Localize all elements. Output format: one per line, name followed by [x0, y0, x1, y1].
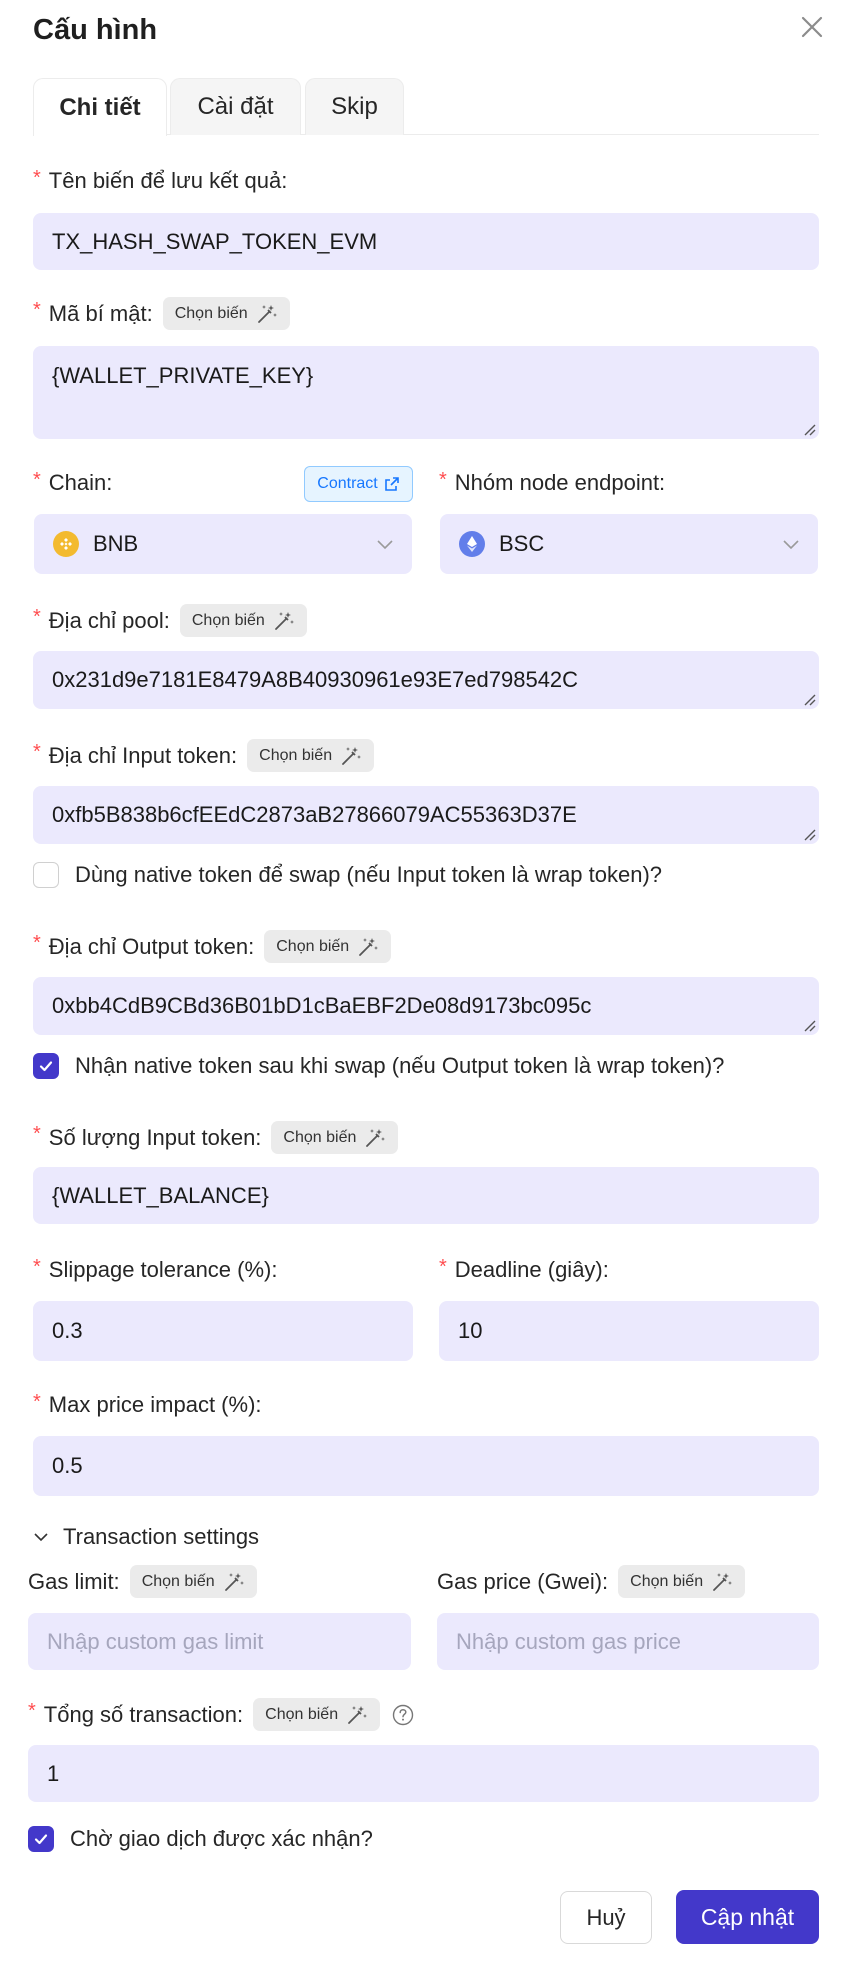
total-tx-input[interactable]: 1 — [28, 1745, 819, 1802]
slippage-input[interactable]: 0.3 — [33, 1301, 413, 1361]
contract-link-button[interactable]: Contract — [304, 466, 413, 502]
tab-bar — [33, 78, 819, 135]
gas-limit-input[interactable]: Nhập custom gas limit — [28, 1613, 411, 1670]
update-button[interactable]: Cập nhật — [676, 1890, 819, 1944]
resize-handle-icon[interactable] — [800, 1016, 816, 1032]
chevron-down-icon — [33, 1529, 49, 1545]
gas-price-input[interactable]: Nhập custom gas price — [437, 1613, 819, 1670]
chain-select[interactable]: BNB — [34, 514, 412, 574]
tab-skip[interactable]: Skip — [305, 78, 404, 135]
chevron-down-icon — [782, 535, 800, 553]
choose-var-button[interactable]: Chọn biến — [247, 739, 374, 772]
input-amount-label: * Số lượng Input token: Chọn biến — [33, 1121, 398, 1154]
cancel-button[interactable]: Huỷ — [560, 1891, 652, 1944]
transaction-settings-toggle[interactable]: Transaction settings — [33, 1524, 259, 1550]
magic-wand-icon — [346, 1704, 368, 1726]
magic-wand-icon — [364, 1127, 386, 1149]
output-token-label: * Địa chỉ Output token: Chọn biến — [33, 930, 391, 963]
max-impact-input[interactable]: 0.5 — [33, 1436, 819, 1496]
choose-var-button[interactable]: Chọn biến — [130, 1565, 257, 1598]
output-token-textarea[interactable]: 0xbb4CdB9CBd36B01bD1cBaEBF2De08d9173bc095c — [33, 977, 819, 1035]
magic-wand-icon — [273, 610, 295, 632]
gas-limit-label: Gas limit: Chọn biến — [28, 1565, 257, 1598]
receive-native-checkbox-row[interactable]: Nhận native token sau khi swap (nếu Output token là wrap token)? — [33, 1053, 724, 1079]
input-token-label: * Địa chỉ Input token: Chọn biến — [33, 739, 374, 772]
pool-address-label: * Địa chỉ pool: Chọn biến — [33, 604, 307, 637]
choose-var-button[interactable]: Chọn biến — [264, 930, 391, 963]
secret-textarea[interactable]: {WALLET_PRIVATE_KEY} — [33, 346, 819, 439]
resize-handle-icon[interactable] — [800, 420, 816, 436]
wait-confirm-checkbox[interactable] — [28, 1826, 54, 1852]
node-group-select[interactable]: BSC — [440, 514, 818, 574]
gas-price-label: Gas price (Gwei): Chọn biến — [437, 1565, 745, 1598]
result-var-label: * Tên biến để lưu kết quả: — [33, 166, 288, 193]
check-icon — [38, 1058, 54, 1074]
deadline-input[interactable]: 10 — [439, 1301, 819, 1361]
tab-settings[interactable]: Cài đặt — [170, 78, 301, 135]
input-amount-input[interactable]: {WALLET_BALANCE} — [33, 1167, 819, 1224]
total-tx-label: * Tổng số transaction: Chọn biến — [28, 1698, 414, 1731]
use-native-checkbox-row[interactable]: Dùng native token để swap (nếu Input token là wrap token)? — [33, 862, 662, 888]
choose-var-button[interactable]: Chọn biến — [253, 1698, 380, 1731]
tab-details[interactable]: Chi tiết — [33, 78, 167, 136]
eth-coin-icon — [459, 531, 485, 557]
choose-var-button[interactable]: Chọn biến — [180, 604, 307, 637]
result-var-input[interactable]: TX_HASH_SWAP_TOKEN_EVM — [33, 213, 819, 270]
chain-label: * Chain: — [33, 468, 113, 495]
input-token-textarea[interactable]: 0xfb5B838b6cfEEdC2873aB27866079AC55363D37E — [33, 786, 819, 844]
bnb-coin-icon — [53, 531, 79, 557]
close-icon[interactable] — [797, 12, 827, 42]
check-icon — [33, 1831, 49, 1847]
node-group-label: * Nhóm node endpoint: — [439, 468, 666, 495]
pool-address-textarea[interactable]: 0x231d9e7181E8479A8B40930961e93E7ed798542C — [33, 651, 819, 709]
chevron-down-icon — [376, 535, 394, 553]
use-native-checkbox[interactable] — [33, 862, 59, 888]
choose-var-button[interactable]: Chọn biến — [163, 297, 290, 330]
wait-confirm-checkbox-row[interactable]: Chờ giao dịch được xác nhận? — [28, 1826, 373, 1852]
resize-handle-icon[interactable] — [800, 690, 816, 706]
receive-native-checkbox[interactable] — [33, 1053, 59, 1079]
secret-label: * Mã bí mật: Chọn biến — [33, 297, 290, 330]
external-link-icon — [384, 476, 400, 492]
modal-title: Cấu hình — [33, 14, 158, 46]
magic-wand-icon — [357, 936, 379, 958]
deadline-label: * Deadline (giây): — [439, 1255, 609, 1282]
choose-var-button[interactable]: Chọn biến — [618, 1565, 745, 1598]
magic-wand-icon — [223, 1571, 245, 1593]
choose-var-button[interactable]: Chọn biến — [271, 1121, 398, 1154]
slippage-label: * Slippage tolerance (%): — [33, 1255, 278, 1282]
magic-wand-icon — [340, 745, 362, 767]
resize-handle-icon[interactable] — [800, 825, 816, 841]
magic-wand-icon — [256, 303, 278, 325]
help-circle-icon[interactable] — [392, 1704, 414, 1726]
max-impact-label: * Max price impact (%): — [33, 1390, 262, 1417]
magic-wand-icon — [711, 1571, 733, 1593]
